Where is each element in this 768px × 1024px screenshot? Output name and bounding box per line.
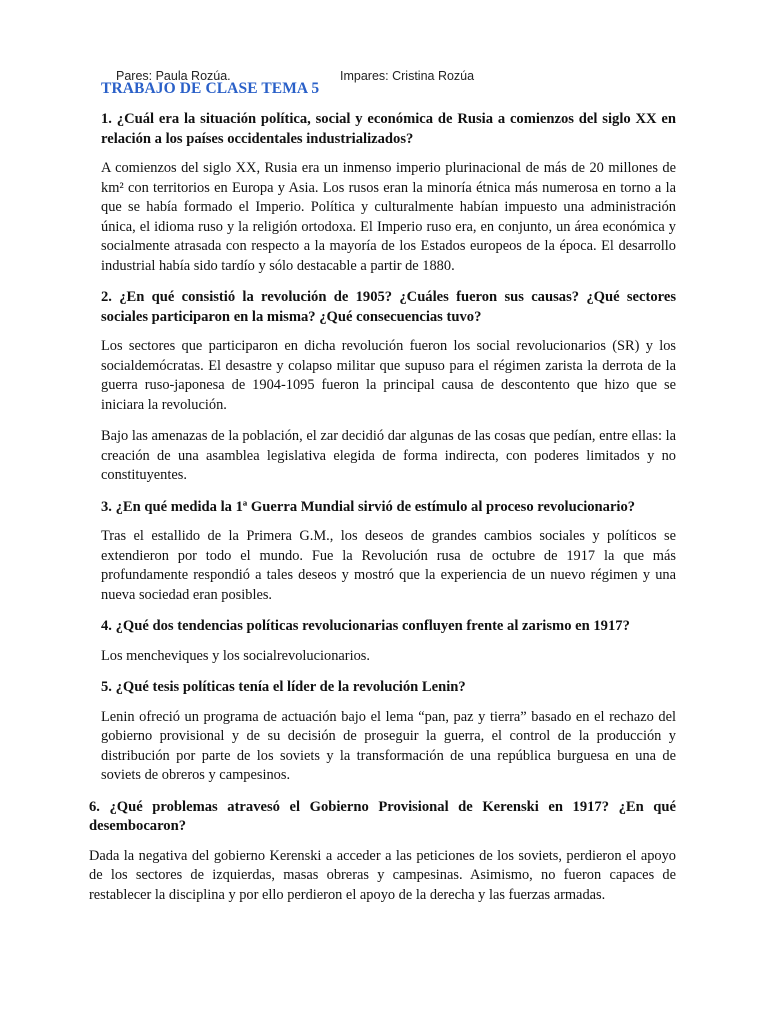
answer-2a: Los sectores que participaron en dicha revolución fueron los social revolucionarios (SR) y los socialdemócratas. El desastre y colapso militar que supuso para el régimen zarista la derrota de la guerra ruso-japonesa de 1904-1095 fueron la principal causa de descontento que hizo que se iniciara la revolución. xyxy=(101,338,676,413)
question-4: 4. ¿Qué dos tendencias políticas revolucionarias confluyen frente al zarismo en 1917? xyxy=(101,618,630,634)
section-5 xyxy=(101,678,676,786)
section-2 xyxy=(101,288,676,486)
answer-4: Los mencheviques y los socialrevolucionarios. xyxy=(101,647,370,664)
answer-2b: Bajo las amenazas de la población, el zar decidió dar algunas de las cosas que pedían, entre ellas: la creación de una asamblea legislativa elegida de forma indirecta, con poderes limitados y no constituyentes. xyxy=(101,428,676,483)
question-1: 1. ¿Cuál era la situación política, social y económica de Rusia a comienzos del siglo XX en relación a los países occidentales industrializados? xyxy=(101,111,676,147)
section-4 xyxy=(101,617,676,666)
header-right: Impares: Cristina Rozúa xyxy=(340,69,475,83)
header-left: Pares: Paula Rozúa. xyxy=(116,69,231,83)
answer-3: Tras el estallido de la Primera G.M., los deseos de grandes cambios sociales y políticos se extendieron por todo el mundo. Fue la Revolución rusa de octubre de 1917 la que más profundamente respondió a tales deseos y mostró que la experiencia de un nuevo régimen y una nueva sociedad eran posibles. xyxy=(101,528,676,603)
question-5: 5. ¿Qué tesis políticas tenía el líder de la revolución Lenin? xyxy=(101,679,466,695)
document-title: TRABAJO DE CLASE TEMA 5 xyxy=(101,80,320,97)
answer-5: Lenin ofreció un programa de actuación bajo el lema “pan, paz y tierra” basado en el rechazo del gobierno provisional y de su decisión de proseguir la guerra, el control de la producción y distribución por parte de los soviets y la transformación de una república burguesa en una de soviets de obreros y campesinos. xyxy=(101,708,676,783)
section-1 xyxy=(101,110,676,276)
document-body xyxy=(89,110,676,917)
section-6 xyxy=(89,798,676,906)
question-6: 6. ¿Qué problemas atravesó el Gobierno Provisional de Kerenski en 1917? ¿En qué desembocaron? xyxy=(89,798,676,834)
question-3: 3. ¿En qué medida la 1ª Guerra Mundial sirvió de estímulo al proceso revolucionario? xyxy=(101,498,636,515)
section-3 xyxy=(101,498,676,606)
question-2: 2. ¿En qué consistió la revolución de 1905? ¿Cuáles fueron sus causas? ¿Qué sectores sociales participaron en la misma? ¿Qué consecuencias tuvo? xyxy=(101,289,676,325)
answer-6: Dada la negativa del gobierno Kerenski a acceder a las peticiones de los soviets, perdieron el apoyo de los sectores de izquierdas, masas obreras y campesinas. Asimismo, no fueron capaces de restablecer la disciplina y por ello perdieron el apoyo de la derecha y las fuerzas armadas. xyxy=(89,847,676,903)
answer-1: A comienzos del siglo XX, Rusia era un inmenso imperio plurinacional de más de 20 millones de km² con territorios en Europa y Asia. Los rusos eran la minoría étnica más numerosa en torno a la que se había formado el Imperio. Política y culturalmente habían impuesto una administración única, el idioma ruso y la religión ortodoxa. El Imperio ruso era, en conjunto, un área económica y socialmente atrasada con respecto a la mayoría de los Estados europeos de la época. El desarrollo industrial había sido tardío y sólo destacable a partir de 1880. xyxy=(101,160,676,274)
